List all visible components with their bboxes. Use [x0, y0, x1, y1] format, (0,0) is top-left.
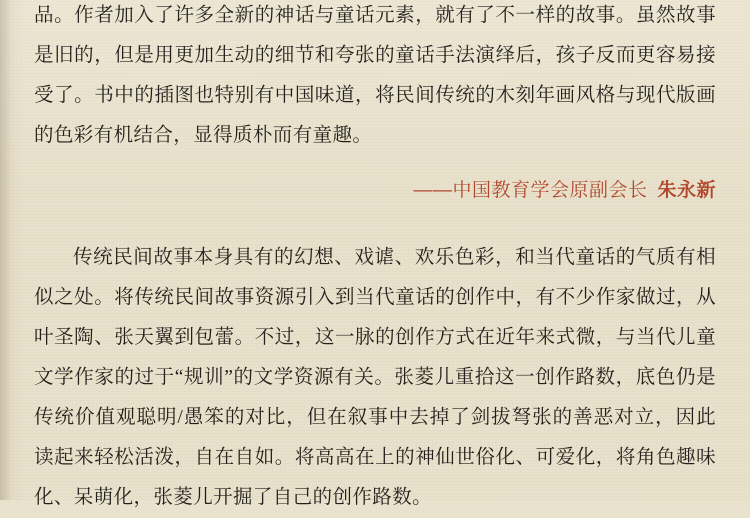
page-gutter-shadow [0, 0, 12, 500]
attribution-title: 中国教育学会原副会长 [452, 180, 648, 201]
attribution-name: 朱永新 [657, 180, 716, 201]
paragraph-second: 传统民间故事本身具有的幻想、戏谑、欢乐色彩，和当代童话的气质有相似之处。将传统民间故事资源引入到当代童话的创作中，有不少作家做过，从叶圣陶、张天翼到包蕾。不过，这一脉的创作方式在近年来式微，与当代儿童文学作家的过于“规训”的文学资源有关。张菱儿重拾这一创作路数，底色仍是传统价值观聪明/愚笨的对比，但在叙事中去掉了剑拔弩张的善恶对立，因此读起来轻松活泼，自在自如。将高高在上的神仙世俗化、可爱化，将角色趣味化、呆萌化，张菱儿开掘了自己的创作路数。 [34, 247, 716, 508]
paragraph-continued: 品。作者加入了许多全新的神话与童话元素，就有了不一样的故事。虽然故事是旧的，但是用更加生动的细节和夸张的童话手法演绎后，孩子反而更容易接受了。书中的插图也特别有中国味道，将民间传统的木刻年画风格与现代版画的色彩有机结合，显得质朴而有童趣。 [34, 5, 716, 146]
page-content [34, 0, 716, 518]
attribution-line [34, 174, 716, 208]
attribution-dash: —— [413, 180, 453, 201]
